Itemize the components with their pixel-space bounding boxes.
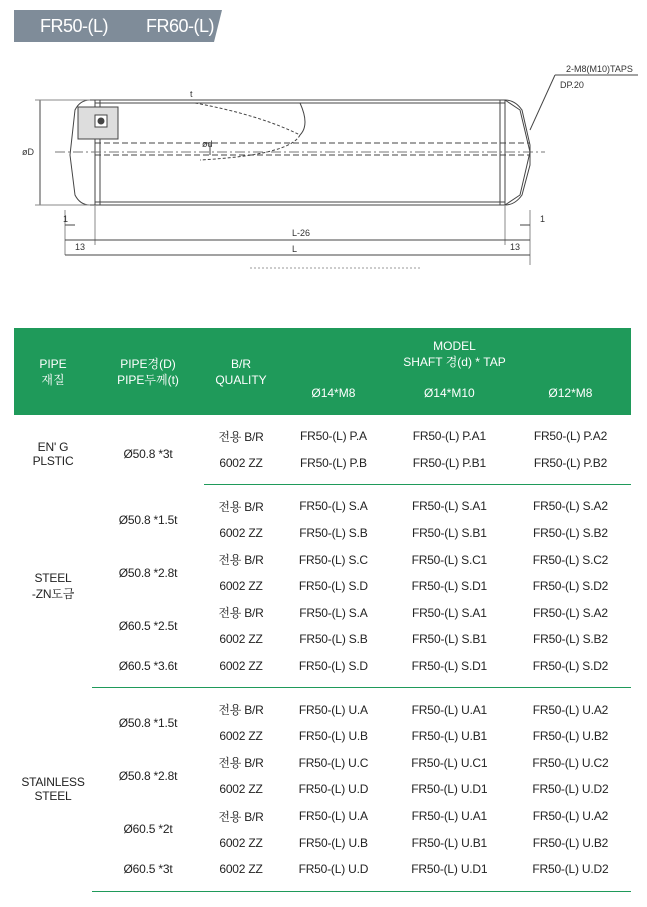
model-code-cell: FR50-(L) U.C	[298, 755, 369, 770]
br-quality-cell: 6002 ZZ	[219, 782, 263, 797]
model-code-cell: FR50-(L) S.B1	[411, 632, 487, 647]
model-code-cell: FR50-(L) U.D1	[389, 856, 510, 891]
l-minus-26-label: L-26	[292, 228, 311, 238]
left-1-label: 1	[63, 214, 69, 224]
model-code-cell: FR50-(L) U.B	[298, 729, 368, 744]
model-code-cell: FR50-(L) P.B1	[389, 450, 510, 485]
model-code-cell: FR50-(L) P.A2	[533, 429, 608, 444]
pipe-diameter-cell: Ø50.8 *2.8t	[118, 769, 178, 784]
model-code-cell: FR50-(L) S.D	[278, 653, 389, 688]
model-code-cell: FR50-(L) S.B1	[411, 526, 487, 541]
br-quality-cell: 6002 ZZ	[204, 450, 278, 485]
model-code-cell: FR50-(L) P.B	[278, 450, 389, 485]
thickness-t-label: t	[190, 89, 193, 99]
header-model: MODEL SHAFT 경(d) * TAP	[278, 328, 631, 371]
br-quality-cell: 6002 ZZ	[219, 632, 263, 647]
model-code-cell: FR50-(L) S.D	[298, 579, 368, 594]
model-code-cell: FR50-(L) P.A	[300, 429, 367, 444]
model-code-cell: FR50-(L) S.B2	[533, 632, 608, 647]
br-quality-cell: 전용 B/R	[218, 809, 264, 824]
header-pipe-diameter: PIPE경(D) PIPE두께(t)	[92, 328, 204, 415]
header-col-a: Ø14*M8	[278, 371, 389, 415]
pipe-diameter-cell: Ø60.5 *2.5t	[118, 619, 178, 634]
table-row	[14, 750, 631, 777]
model-code-cell: FR50-(L) U.B2	[532, 729, 609, 744]
model-code-cell: FR50-(L) U.D2	[532, 782, 609, 797]
pipe-material-cell: STEEL -ZN도금	[31, 570, 75, 601]
pipe-material-cell: STAINLESS STEEL	[21, 775, 85, 804]
roller-technical-drawing	[0, 55, 647, 285]
br-quality-cell: 전용 B/R	[218, 429, 264, 444]
model-spec-body	[14, 415, 631, 891]
model-code-cell: FR50-(L) S.D2	[532, 579, 609, 594]
header-br-quality: B/R QUALITY	[204, 328, 278, 415]
model-code-cell: FR50-(L) S.A	[299, 499, 368, 514]
model-code-cell: FR50-(L) P.B2	[510, 450, 631, 485]
table-row	[14, 485, 631, 520]
header-col-c: Ø12*M8	[510, 371, 631, 415]
br-quality-cell: 6002 ZZ	[219, 729, 263, 744]
model-code-cell: FR50-(L) S.A	[299, 605, 368, 620]
model-code-cell: FR50-(L) U.D	[298, 782, 369, 797]
diameter-d-label: ød	[202, 139, 213, 149]
model-code-cell: FR50-(L) U.A2	[532, 809, 609, 824]
model-code-cell: FR50-(L) S.B	[299, 526, 368, 541]
model-code-cell: FR50-(L) S.A2	[533, 499, 608, 514]
right-1-label: 1	[540, 214, 546, 224]
br-quality-cell: 전용 B/R	[218, 499, 264, 514]
pipe-material-cell: EN' G PLSTIC	[32, 439, 74, 468]
right-13-label: 13	[510, 242, 521, 252]
pipe-diameter-cell: Ø50.8 *3t	[123, 446, 173, 461]
pipe-diameter-cell: Ø50.8 *1.5t	[118, 512, 178, 527]
l-label: L	[292, 244, 298, 254]
pipe-diameter-cell: Ø60.5 *3.6t	[92, 653, 204, 688]
left-13-label: 13	[75, 242, 86, 252]
br-quality-cell: 6002 ZZ	[219, 526, 263, 541]
model-code-cell: FR50-(L) U.A1	[411, 702, 488, 717]
model-code-cell: FR50-(L) S.C2	[532, 552, 609, 567]
model-code-cell: FR50-(L) U.B1	[411, 729, 488, 744]
model-code-cell: FR50-(L) U.D2	[510, 856, 631, 891]
model-code-cell: FR50-(L) U.D	[278, 856, 389, 891]
model-code-cell: FR50-(L) U.A	[298, 809, 368, 824]
pipe-diameter-cell: Ø60.5 *2t	[123, 822, 173, 837]
model-title-tab	[14, 10, 214, 42]
br-quality-cell: 6002 ZZ	[219, 835, 263, 850]
table-row	[14, 546, 631, 573]
model-code-cell: FR50-(L) S.A1	[411, 499, 487, 514]
model-title-fr60: FR60-(L)	[146, 15, 215, 36]
depth-label: DP.20	[560, 80, 584, 90]
table-row	[14, 688, 631, 723]
header-pipe-material: PIPE 재질	[14, 328, 92, 415]
table-row	[14, 803, 631, 830]
model-code-cell: FR50-(L) U.A2	[532, 702, 609, 717]
model-title-fr50: FR50-(L)	[40, 15, 109, 36]
model-code-cell: FR50-(L) S.B2	[533, 526, 608, 541]
model-spec-table	[14, 328, 631, 892]
model-code-cell: FR50-(L) S.D2	[510, 653, 631, 688]
br-quality-cell: 6002 ZZ	[204, 856, 278, 891]
model-code-cell: FR50-(L) U.A1	[411, 809, 488, 824]
br-quality-cell: 6002 ZZ	[204, 653, 278, 688]
model-code-cell: FR50-(L) S.D1	[389, 653, 510, 688]
model-code-cell: FR50-(L) S.A1	[411, 605, 487, 620]
table-row	[14, 653, 631, 688]
table-row	[14, 856, 631, 891]
model-code-cell: FR50-(L) S.C1	[411, 552, 488, 567]
pipe-diameter-cell: Ø50.8 *2.8t	[118, 565, 178, 580]
br-quality-cell: 전용 B/R	[218, 756, 264, 771]
table-row	[14, 600, 631, 627]
model-code-cell: FR50-(L) S.D1	[411, 579, 488, 594]
model-code-cell: FR50-(L) U.B	[298, 835, 368, 850]
model-code-cell: FR50-(L) P.A1	[412, 429, 486, 444]
br-quality-cell: 전용 B/R	[218, 606, 264, 621]
model-code-cell: FR50-(L) U.C2	[532, 755, 609, 770]
pipe-diameter-cell: Ø50.8 *1.5t	[118, 715, 178, 730]
table-row	[14, 415, 631, 450]
model-code-cell: FR50-(L) U.C1	[411, 755, 488, 770]
model-code-cell: FR50-(L) U.B2	[532, 835, 609, 850]
model-code-cell: FR50-(L) U.B1	[411, 835, 488, 850]
model-code-cell: FR50-(L) U.D1	[411, 782, 488, 797]
pipe-diameter-cell: Ø60.5 *3t	[92, 856, 204, 891]
diameter-D-label: øD	[22, 147, 34, 157]
header-col-b: Ø14*M10	[389, 371, 510, 415]
model-code-cell: FR50-(L) S.A2	[533, 605, 608, 620]
br-quality-cell: 6002 ZZ	[219, 579, 263, 594]
model-code-cell: FR50-(L) U.A	[298, 702, 368, 717]
br-quality-cell: 전용 B/R	[218, 553, 264, 568]
model-code-cell: FR50-(L) S.B	[299, 632, 368, 647]
taps-label: 2-M8(M10)TAPS	[566, 64, 633, 74]
br-quality-cell: 전용 B/R	[218, 703, 264, 718]
model-code-cell: FR50-(L) S.C	[298, 552, 368, 567]
